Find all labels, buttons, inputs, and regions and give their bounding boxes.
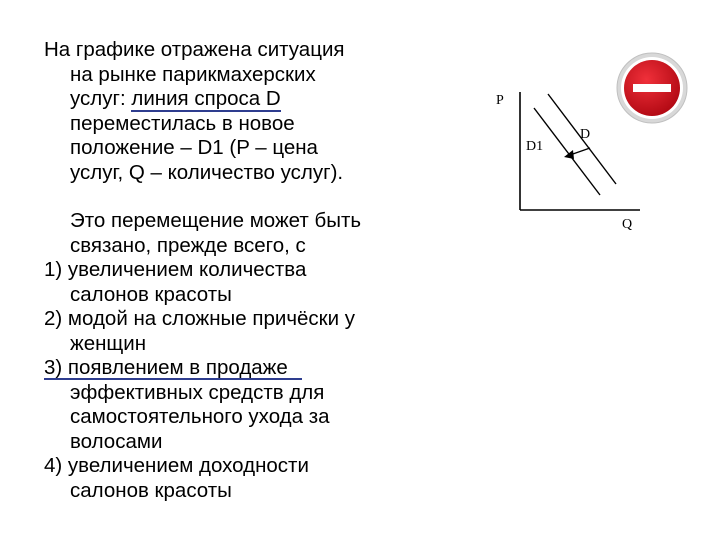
task-text [44,38,444,503]
demand-curve-d1 [534,108,600,195]
option-text-cont: эффективных средств для [70,380,325,404]
demand-line-highlight: линия спроса D [131,87,281,110]
intro-line: положение – D1 (P – цена [70,136,318,159]
question-line: Это перемещение может быть [70,209,362,232]
intro-line [44,87,444,112]
intro-line: услуг, Q – количество услуг). [70,160,344,184]
curve-d-label: D [580,127,591,142]
answer-highlight [44,357,302,380]
intro-line: переместилась в новое [70,111,295,135]
option-number: 2) [44,307,63,330]
intro-fragment: услуг: [70,87,132,110]
curve-d1-label: D1 [526,139,544,154]
demand-shift-graph [490,80,650,240]
option-number: 4) [44,454,63,477]
option-number: 3) [44,356,63,379]
intro-line: на рынке парикмахерских [70,62,316,86]
option-text-cont: женщин [70,331,147,355]
option-text: увеличением доходности [62,454,309,477]
option-1 [44,258,444,283]
question-line: связано, прежде всего, с [70,233,306,257]
option-2 [44,307,444,332]
option-text: увеличением количества [62,258,307,281]
option-4 [44,454,444,479]
option-number: 1) [44,258,63,281]
intro-line: На графике отражена ситуация [44,38,345,61]
option-text-cont: салонов красоты [70,282,232,306]
option-text-cont: волосами [70,429,163,453]
option-text: появлением в продаже [62,356,288,379]
option-text: модой на сложные причёски у [62,307,356,330]
y-axis-label: P [496,93,504,108]
x-axis-label: Q [622,217,633,232]
shift-arrowhead [564,150,574,159]
option-3 [44,356,444,381]
option-text-cont: самостоятельного ухода за [70,405,330,428]
option-text-cont: салонов красоты [70,478,232,502]
